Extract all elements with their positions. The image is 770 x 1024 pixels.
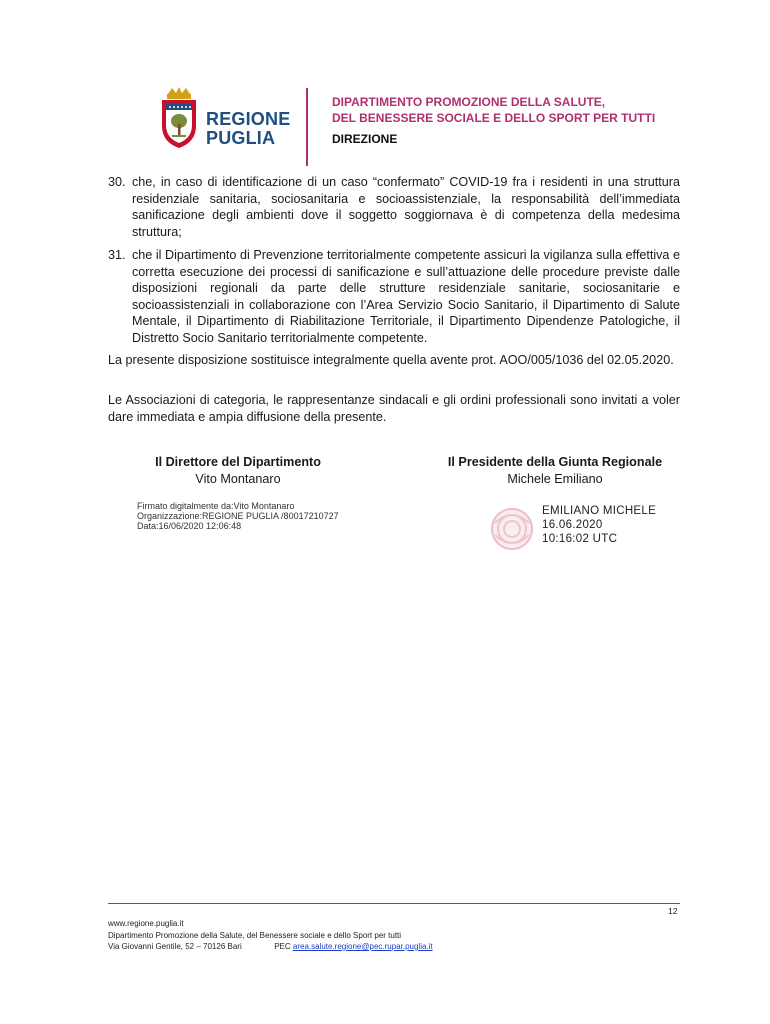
logo-line2: PUGLIA (206, 128, 276, 148)
list-item-number: 30. (108, 175, 126, 189)
department-name (332, 94, 655, 126)
list-item-text: che il Dipartimento di Prevenzione territorialmente competente assicuri la vigilanza sulla effettiva e corretta esecuzione dei processi di sanificazione e sull’attuazione delle procedure previste dalle disposizioni regionali da parte delle strutture residenziale sanitarie, sociosanitarie e socioassistenziali in collaborazione con l’Area Servizio Socio Sanitario, il Dipartimento di Salute Mentale, il Dipartimento di Riabilitazione Territoriale, il Dipartimento Dipendenze Patologiche, il Distretto Socio Sanitario territorialmente competente. (132, 248, 680, 345)
right-signatory-title: Il Presidente della Giunta Regionale (447, 455, 663, 469)
paragraph-diffusion-request: Le Associazioni di categoria, le rappresentanze sindacali e gli ordini professionali sono invitati a voler dare immediata e ampia diffusione della presente. (108, 393, 680, 424)
logo-wordmark (206, 110, 290, 148)
list-item-text: che, in caso di identificazione di un caso “confermato” COVID-19 fra i residenti in una struttura residenziale sanitaria, sociosanitaria e socioassistenziale, la responsabilità dell’immediata sanificazione degli ambienti dove il soggetto soggiornava è di competenza della medesima struttura; (132, 175, 680, 239)
right-signatory-name: Michele Emiliano (507, 472, 603, 486)
footer-address: Via Giovanni Gentile, 52 – 70126 Bari (108, 942, 242, 951)
direzione-label: DIREZIONE (332, 132, 398, 146)
footer-website: www.regione.puglia.it (108, 919, 184, 928)
signature-rose-watermark-icon (487, 505, 537, 553)
page-number: 12 (668, 906, 678, 916)
department-line2: DEL BENESSERE SOCIALE E DELLO SPORT PER TUTTI (332, 111, 656, 125)
digital-signature-line: Data:16/06/2020 12:06:48 (137, 521, 242, 531)
right-digital-stamp (542, 504, 656, 546)
left-signatory-title: Il Direttore del Dipartimento (155, 455, 321, 469)
footer-address-line (108, 941, 433, 953)
list-item-number: 31. (108, 248, 126, 262)
footer-pec-label: PEC (274, 942, 291, 951)
regione-puglia-shield-logo (160, 86, 198, 150)
stamp-line: EMILIANO MICHELE (542, 505, 657, 517)
left-signatory-name: Vito Montanaro (195, 472, 281, 486)
paragraph-replacement-notice: La presente disposizione sostituisce integralmente quella avente prot. AOO/005/1036 del 02.05.2020. (108, 353, 674, 367)
list-item-31 (108, 247, 680, 347)
digital-signature-line: Firmato digitalmente da:Vito Montanaro (137, 501, 295, 511)
left-digital-signature (137, 501, 339, 531)
pec-email-link[interactable]: area.salute.regione@pec.rupar.puglia.it (292, 942, 433, 951)
header-divider (306, 88, 308, 166)
department-line1: DIPARTIMENTO PROMOZIONE DELLA SALUTE, (332, 95, 606, 109)
stamp-line: 16.06.2020 (542, 519, 603, 531)
footer (108, 918, 433, 953)
stamp-line: 10:16:02 UTC (542, 533, 618, 545)
digital-signature-line: Organizzazione:REGIONE PUGLIA /80017210727 (137, 511, 339, 521)
footer-divider (108, 903, 680, 904)
footer-department: Dipartimento Promozione della Salute, del Benessere sociale e dello Sport per tutti (108, 930, 402, 940)
logo-line1: REGIONE (206, 109, 291, 129)
list-item-30 (108, 174, 680, 240)
